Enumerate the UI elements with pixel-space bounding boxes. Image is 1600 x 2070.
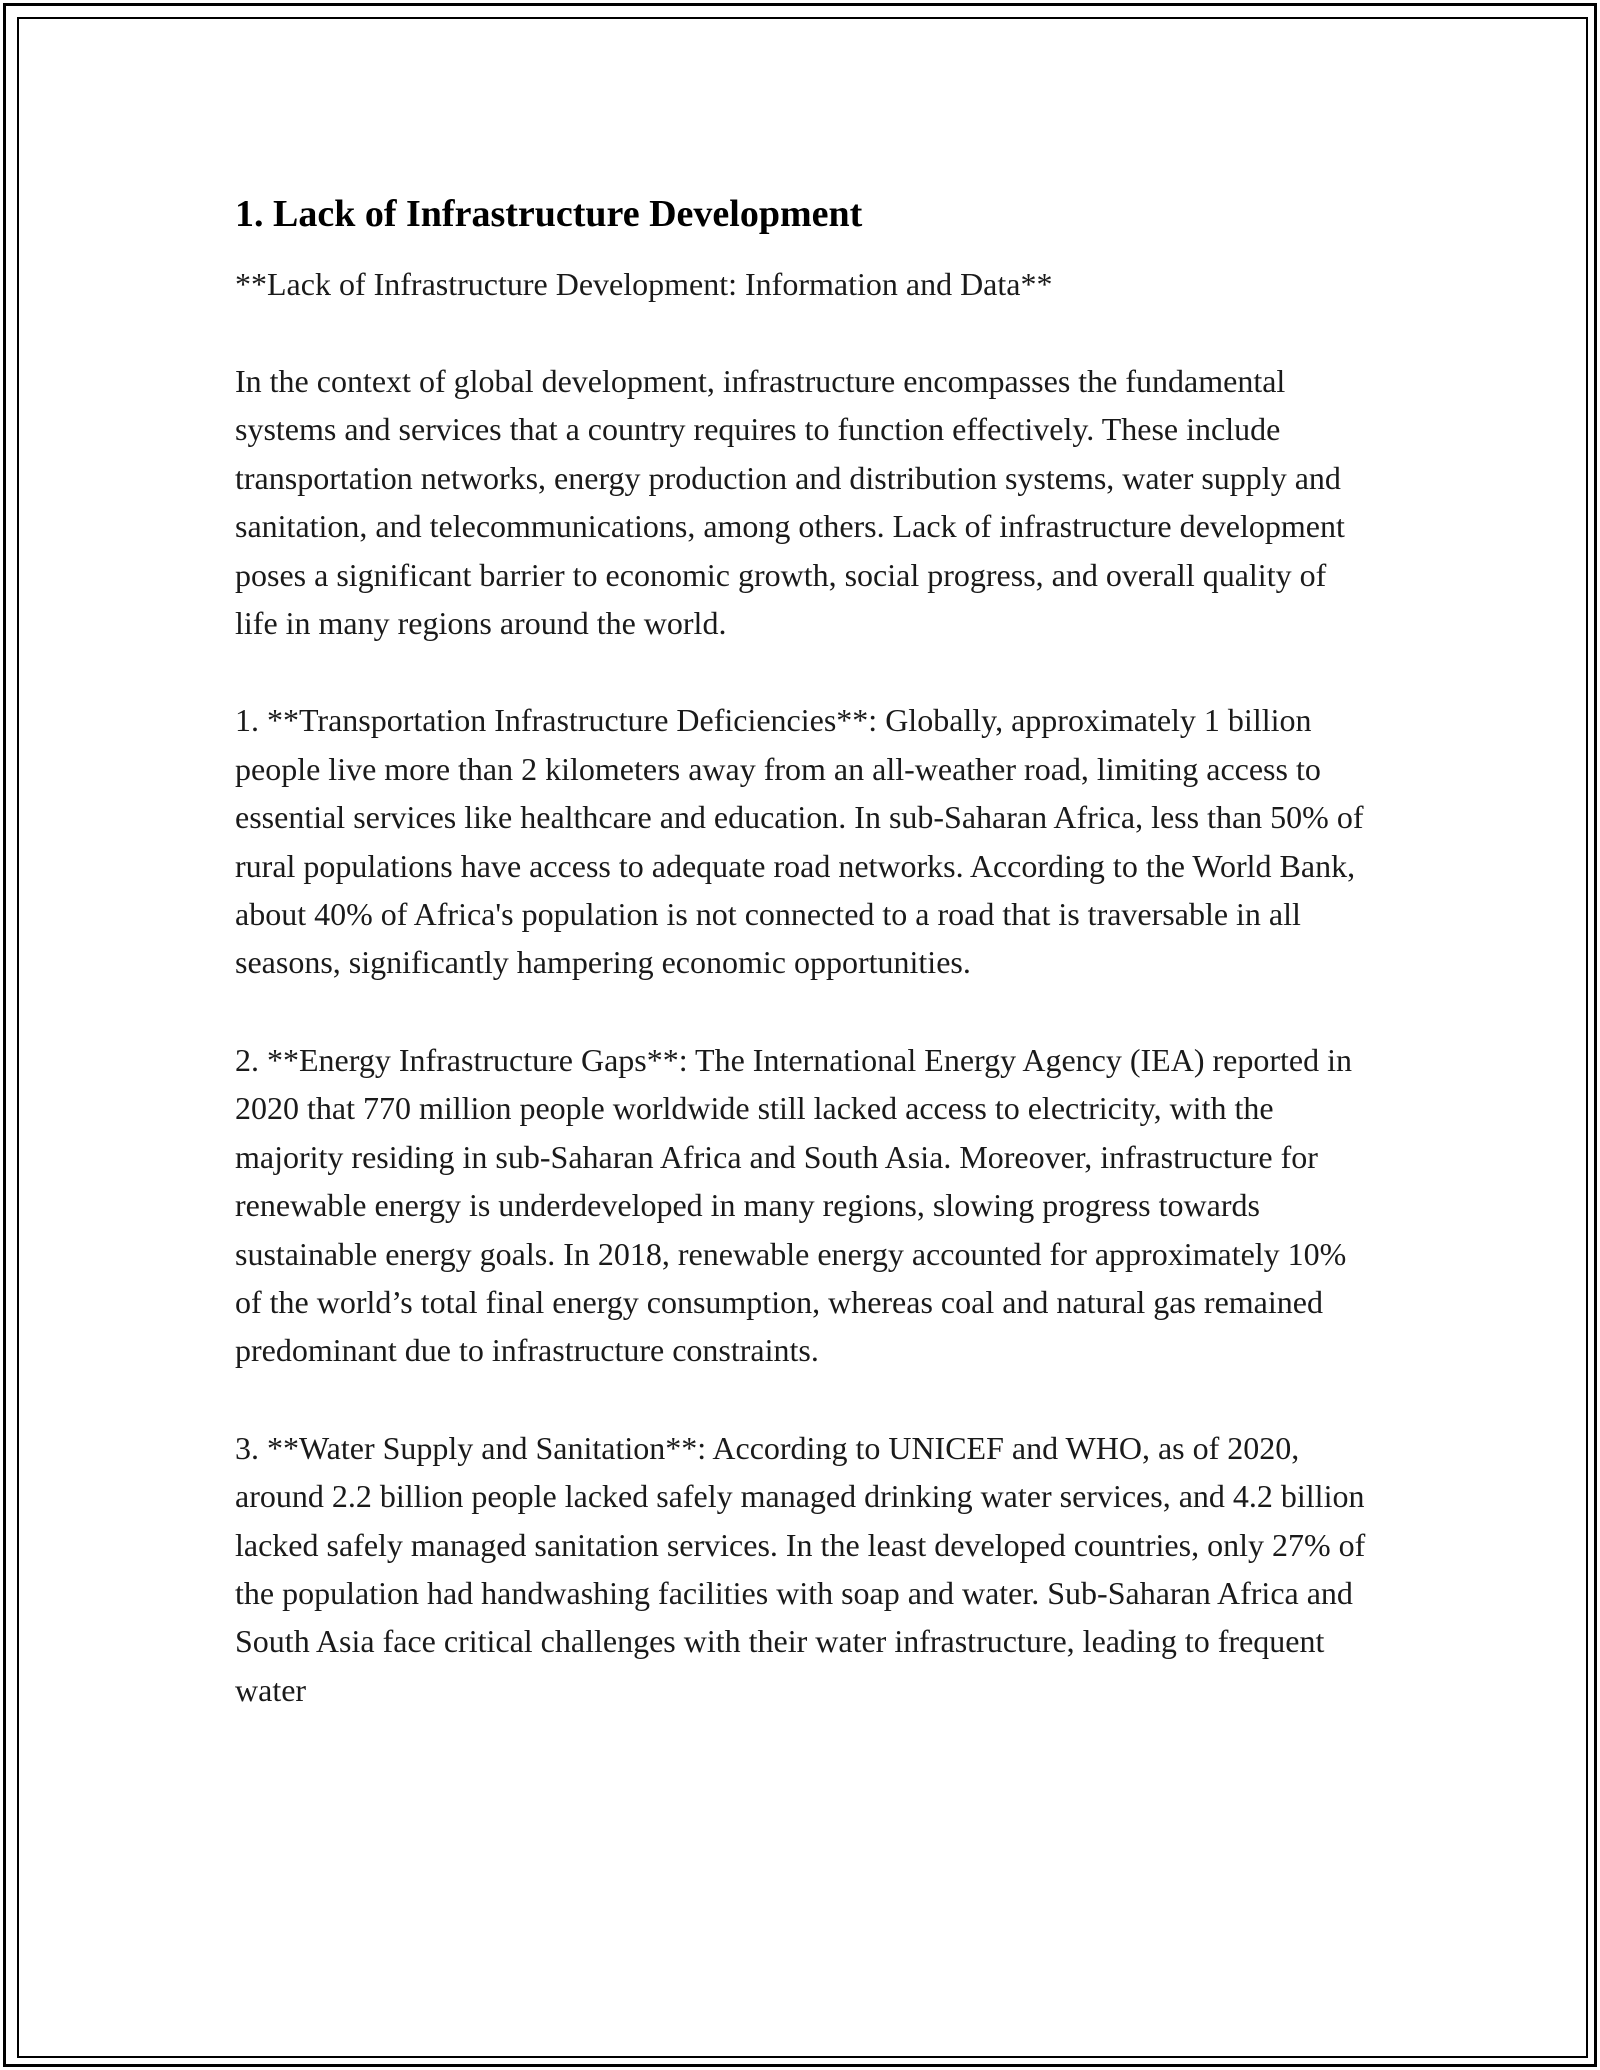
document-title: 1. Lack of Infrastructure Development (235, 193, 863, 235)
intro-paragraph: In the context of global development, infrastructure encompasses the fundamental systems and services that a country requires to function effectively. These include transportation networks, energy production and distribution systems, water supply and sanitation, and telecommunications, among others. Lack of infrastructure development poses a significant barrier to economic growth, social progress, and overall quality of life in many regions around the world. (235, 363, 1345, 642)
document-body (235, 188, 1375, 1763)
document-subtitle: **Lack of Infrastructure Development: Information and Data** (235, 266, 1053, 302)
transportation-paragraph: 1. **Transportation Infrastructure Deficiencies**: Globally, approximately 1 billion people live more than 2 kilometers away from an all-weather road, limiting access to essential services like healthcare and education. In sub-Saharan Africa, less than 50% of rural populations have access to adequate road networks. According to the World Bank, about 40% of Africa's population is not connected to a road that is traversable in all seasons, significantly hampering economic opportunities. (235, 702, 1364, 981)
water-sanitation-paragraph: 3. **Water Supply and Sanitation**: According to UNICEF and WHO, as of 2020, around 2.2 billion people lacked safely managed drinking water services, and 4.2 billion lacked safely managed sanitation services. In the least developed countries, only 27% of the population had handwashing facilities with soap and water. Sub-Saharan Africa and South Asia face critical challenges with their water infrastructure, leading to frequent water (235, 1429, 1366, 1708)
energy-paragraph: 2. **Energy Infrastructure Gaps**: The International Energy Agency (IEA) reported in 2020 that 770 million people worldwide still lacked access to electricity, with the majority residing in sub-Saharan Africa and South Asia. Moreover, infrastructure for renewable energy is underdeveloped in many regions, slowing progress towards sustainable energy goals. In 2018, renewable energy accounted for approximately 10% of the world’s total final energy consumption, whereas coal and natural gas remained predominant due to infrastructure constraints. (235, 1041, 1352, 1369)
